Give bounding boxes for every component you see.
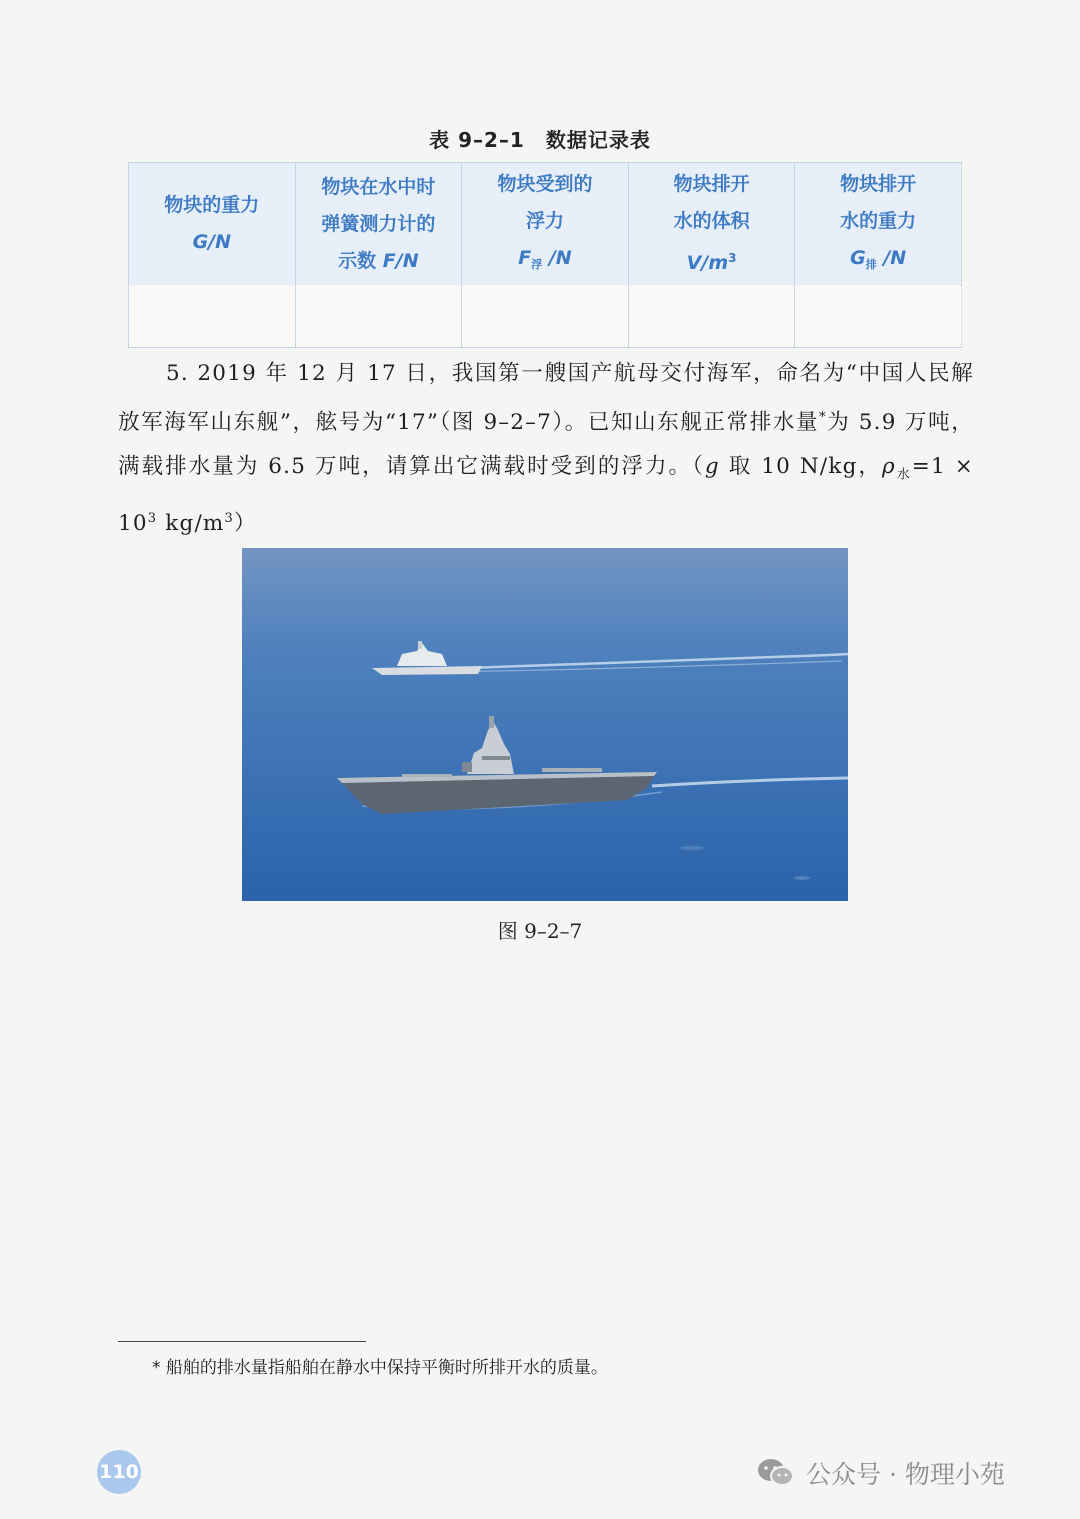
wechat-icon xyxy=(756,1457,796,1489)
watermark xyxy=(756,1455,1005,1491)
page-number: 110 xyxy=(97,1450,141,1494)
watermark-text: 公众号 · 物理小苑 xyxy=(806,1460,1005,1489)
table-cell xyxy=(295,285,462,348)
header-displaced-volume: 物块排开 水的体积 $V/m^3$ xyxy=(628,163,795,286)
table-header-row xyxy=(129,163,962,286)
figure-caption: 图 9–2–7 xyxy=(497,919,583,943)
header-block-weight: 物块的重力 G/N xyxy=(129,163,296,286)
data-record-table xyxy=(128,162,962,348)
table-empty-row xyxy=(129,285,962,348)
header-scale-reading: 物块在水中时 弹簧测力计的 示数 F/N xyxy=(295,163,462,286)
header-displaced-weight: 物块排开 水的重力 $G_排$ /N xyxy=(795,163,962,286)
table-cell xyxy=(462,285,629,348)
header-buoyant-force: 物块受到的 浮力 $F_浮$ /N xyxy=(462,163,629,286)
aircraft-carrier-photo xyxy=(242,548,848,901)
table-cell xyxy=(795,285,962,348)
table-cell xyxy=(628,285,795,348)
footnote-divider xyxy=(118,1341,366,1342)
table-title: 表 9–2–1 数据记录表 xyxy=(429,128,651,152)
problem-5-text: 5. 2019 年 12 月 17 日，我国第一艘国产航母交付海军，命名为“中国人民解放军海军山东舰”，舷号为“17”（图 9–2–7）。已知山东舰正常排水量*为 5.9 万吨，满载排水量为 6.5 万吨，请算出它满载时受到的浮力。（g 取 10 N/kg，$\rho_水=1 \times 10^3$ $kg/m^3$） xyxy=(118,361,974,537)
table-cell xyxy=(129,285,296,348)
footnote: * 船舶的排水量指船舶在静水中保持平衡时所排开水的质量。 xyxy=(152,1358,608,1378)
